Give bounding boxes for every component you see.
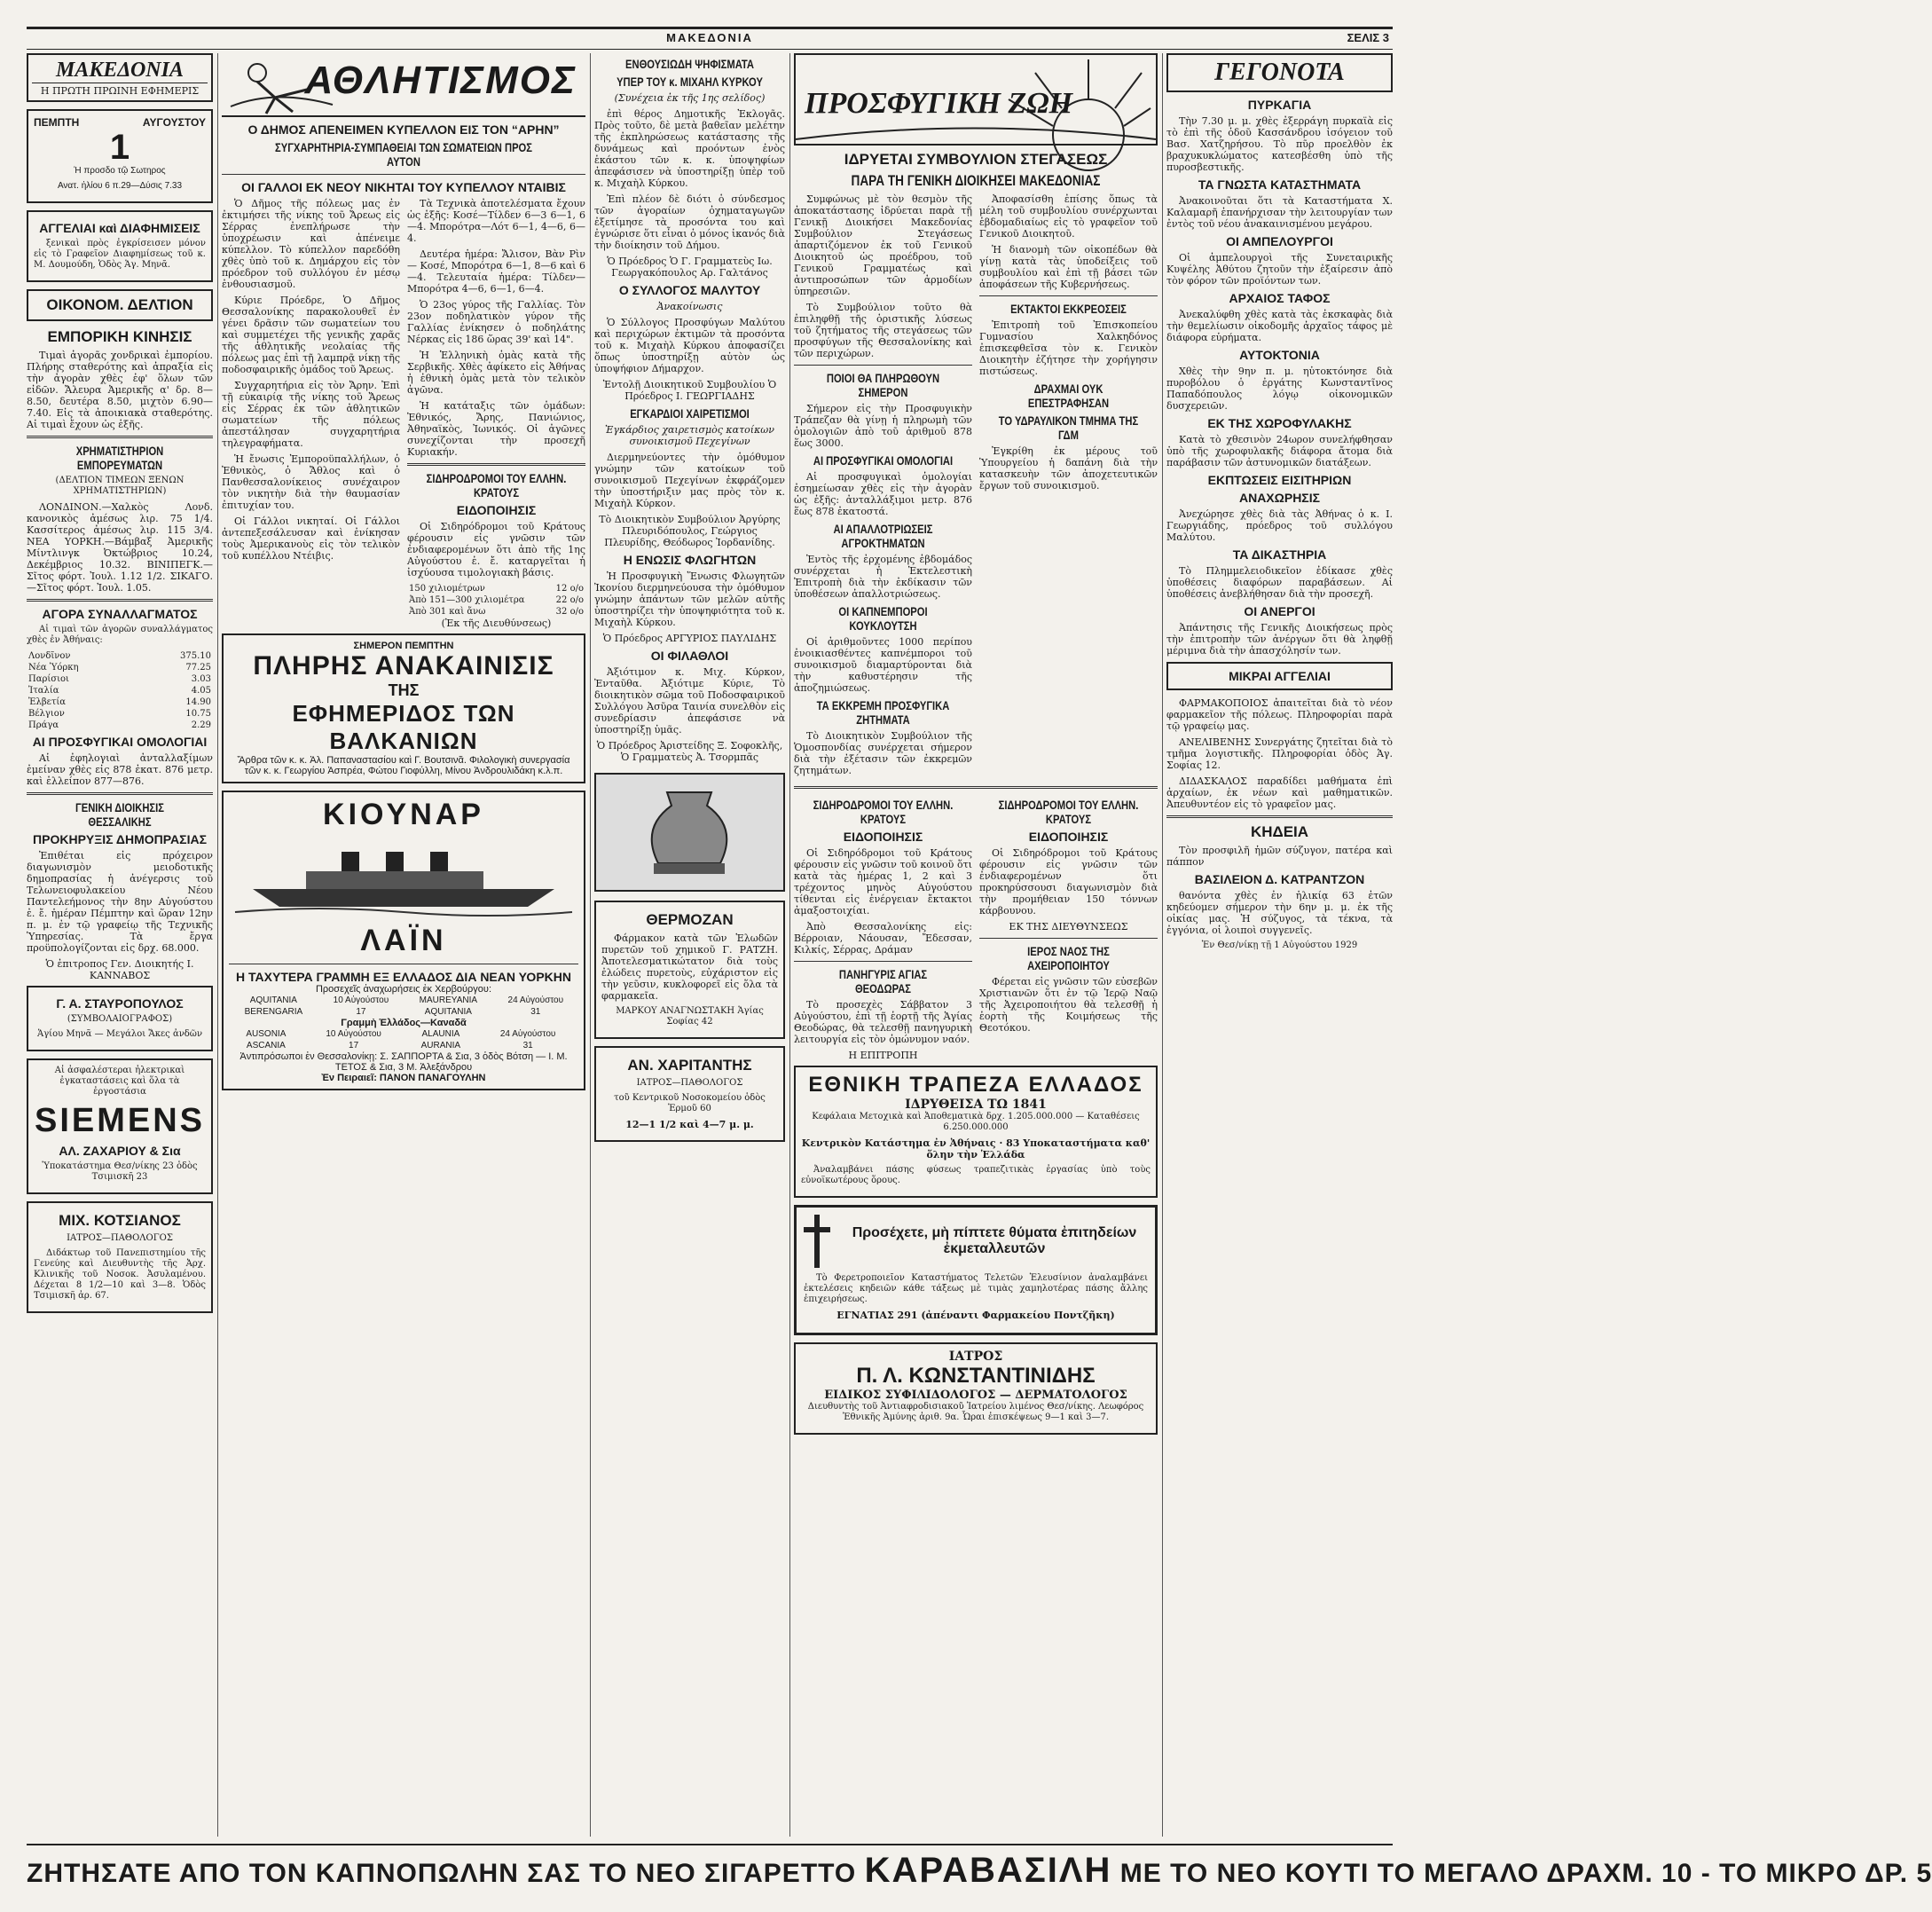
cross-icon	[804, 1215, 830, 1268]
column-3	[594, 53, 785, 1837]
siemens-agent: ΑΛ. ΖΑΧΑΡΙΟΥ & Σια	[59, 1144, 181, 1158]
rail-discount-table	[407, 583, 585, 618]
signature: Ὁ Πρόεδρος Ὁ Γ. Γραμματεὺς Ιω. Γεωργακόπουλος Αρ. Γαλτάνος	[607, 256, 773, 279]
signature: Ἐντολῇ Διοικητικοῦ Συμβουλίου Ὁ Πρόεδρος Ι. ΓΕΩΡΓΙΑΔΗΣ	[602, 379, 777, 402]
resolutions-subheadline: ΥΠΕΡ ΤΟΥ κ. ΜΙΧΑΗΛ ΚΥΡΚΟΥ	[617, 75, 763, 89]
bank-name: ΕΘΝΙΚΗ ΤΡΑΠΕΖΑ ΕΛΛΑΔΟΣ	[808, 1073, 1143, 1097]
article-paragraph: Δευτέρα ἡμέρα: Ἄλισον, Βὰν Ρὶν — Κοσέ, Μπορότρα 6—1, 8—6 καὶ 6—4. Τελευταία ἡμέρα: Τίλδεν—Μπορότρα 4—6, 6—1, 6—4.	[407, 248, 585, 295]
cunard-title-2: ΛΑΪΝ	[360, 924, 447, 957]
signature: Ὁ Πρόεδρος ΑΡΓΥΡΙΟΣ ΠΑΥΛΙΔΗΣ	[602, 633, 777, 644]
gov-title: ΓΕΝΙΚΗ ΔΙΟΙΚΗΣΙΣ ΘΕΣΣΑΛΙΚΗΣ	[75, 800, 164, 829]
article-paragraph: Ἐπιτροπὴ τοῦ Ἐπισκοπείου Γυμνασίου Χαλκηδόνος ἐπισκεφθεῖσα τὸν κ. Γενικὸν Διοικητὴν ἐζήτησε τὴν χορήγησιν πιστώσεως.	[979, 319, 1158, 377]
article-paragraph: Ἀνακοινοῦται ὅτι τὰ Καταστήματα Χ. Καλαμαρῆ ἐπανήρχισαν τὴν λειτουργίαν των ἐντὸς τοῦ νέου ἀνακαινισμένου μεγάρου.	[1166, 195, 1393, 230]
classified-item: ΔΙΔΑΣΚΑΛΟΣ παραδίδει μαθήματα ἐπὶ ἀρχαίων, ἐκ νέων καὶ μαθηματικῶν. Ἀπευθυντέον εἰς τὸ γραφεῖον μας.	[1166, 775, 1393, 810]
column-rule	[789, 53, 790, 1837]
rail-notice-text: Οἱ Σιδηρόδρομοι τοῦ Κράτους φέρουσιν εἰς γνῶσιν τῶν ἐνδιαφερομένων ὅτι ἀπὸ τῆς 1ης Αὐγούστου ἐ. ἔ. καταργεῖται ἡ ἰσχύουσα τιμολογιακὴ βάσις.	[407, 521, 585, 578]
ad-text: Ἄρθρα τῶν κ. κ. Ἀλ. Παπαναστασίου καὶ Γ. Βουτσινᾶ. Φιλολογικὴ συνεργασία τῶν κ. κ. Γεωργίου Ἀσπρέα, Φώτου Γιοφύλλη, Μίνου Ἀνδρουλιδάκη κ.λ.π.	[237, 755, 570, 776]
siemens-intro: Αἱ ἀσφαλέστεραι ἠλεκτρικαὶ ἐγκαταστάσεις καὶ ὅλα τὰ ἐργοστάσια	[54, 1066, 185, 1097]
section-title: ΑΥΤΟΚΤΟΝΙΑ	[1239, 348, 1320, 362]
table-row: AQUITANIA 10 Αὐγούστου MAUREYANIA 24 Αὐγούστου	[249, 995, 564, 1005]
article-paragraph: Σήμερον εἰς τὴν Προσφυγικὴν Τράπεζαν θὰ γίνῃ ἡ πληρωμὴ τῶν ὁμολογιῶν ἀπὸ τοῦ ἀριθμοῦ 878 ἕως 3000.	[794, 403, 972, 449]
funeral-notice-date: Ἐν Θεσ/νίκῃ τῇ 1 Αὐγούστου 1929	[1201, 940, 1358, 950]
article-paragraph: Ἀνεχώρησε χθὲς διὰ τὰς Ἀθήνας ὁ κ. Ι. Γεωργιάδης, πρόεδρος τοῦ συλλόγου Μαλύτου.	[1166, 508, 1393, 543]
feast-title: ΠΑΝΗΓΥΡΙΣ ΑΓΙΑΣ ΘΕΟΔΩΡΑΣ	[838, 967, 928, 995]
ocean-liner-icon	[235, 836, 572, 916]
rail-notice-signature: ΕΚ ΤΗΣ ΔΙΕΥΘΥΝΣΕΩΣ	[1009, 921, 1128, 932]
section-title: ΕΚΤΑΚΤΟΙ ΕΚΚΡΕΟΣΕΙΣ	[1010, 302, 1127, 316]
rail-notice-subtitle: ΕΙΔΟΠΟΙΗΣΙΣ	[843, 830, 923, 844]
article-paragraph: Κύριε Πρόεδρε, Ὁ Δῆμος Θεσσαλονίκης παρακολουθεῖ ἐν γένει δρᾶσιν τῶν σωματείων του καὶ συμμετέχει τῆς γενικῆς χαρᾶς τῆς ἀθλητικῆς νεολαίας τῆς πόλεως μας ἐπὶ τῇ λαμπρᾷ νίκῃ τῆς ποδοσφαιρικῆς ὁμάδος τοῦ Ἄρεως.	[222, 295, 400, 375]
section-subtitle: Ἐγκάρδιος χαιρετισμὸς κατοίκων συνοικισμοῦ Πεχεγίνων	[605, 424, 774, 447]
doctor-title: ΙΑΤΡΟΣ—ΠΑΘΟΛΟΓΟΣ	[636, 1078, 743, 1088]
cunard-subtitle: Η ΤΑΧΥΤΕΡΑ ΓΡΑΜΜΗ ΕΞ ΕΛΛΑΔΟΣ ΔΙΑ ΝΕΑΝ ΥΟΡΚΗΝ	[236, 970, 571, 984]
notary-title: (ΣΥΜΒΟΛΑΙΟΓΡΑΦΟΣ)	[67, 1014, 173, 1024]
cunard-piraeus: Ἐν Πειραιεῖ: ΠΑΝΟΝ ΠΑΝΑΓΟΥΛΗΝ	[321, 1073, 486, 1083]
rail-notice-signature: (Ἐκ τῆς Διευθύνσεως)	[441, 618, 552, 629]
column-4	[794, 53, 1158, 1837]
doctor-label: ΙΑΤΡΟΣ	[948, 1349, 1003, 1364]
rail-notice-text: Οἱ Σιδηρόδρομοι τοῦ Κράτους φέρουσιν εἰς γνῶσιν τοῦ κοινοῦ ὅτι κατὰ τὰς ἡμέρας 1, 2 καὶ 3 τρέχοντος μηνὸς Αὐγούστου τίθενται εἰς ἐνέργειαν ἔκτακτοι ἀμαξοστοιχίαι.	[794, 847, 972, 917]
classified-item: ΦΑΡΜΑΚΟΠΟΙΟΣ ἀπαιτεῖται διὰ τὸ νέον φαρμακεῖον τῆς πόλεως. Πληροφορίαι παρὰ τῷ γραφείῳ μας.	[1166, 697, 1393, 732]
table-row: Ἰταλία 4.05	[28, 686, 211, 696]
section-title: Ο ΣΥΛΛΟΓΟΣ ΜΑΛΥΤΟΥ	[618, 283, 761, 297]
column-2	[222, 53, 585, 1837]
notices-row	[794, 794, 1158, 1066]
cunard-departures: Προσεχεῖς ἀναχωρήσεις ἐκ Χερβούργου:	[315, 984, 491, 995]
ads-notice	[27, 210, 213, 282]
exchange-text: ΛΟΝΔΙΝΟΝ.—Χαλκὸς Λονδ. κανονικὸς ἀμέσως λιρ. 75 1/4. Κασσίτερος ἀμέσως λιρ. 115 3/4. ΝΕΑ ΥΟΡΚΗ.—Βάμβαξ Ἀμερικῆς Μίντλινγκ Ὀκτώβριος 10.24, Δεκέμβριος 10.32. ΒΙΝΙΠΕΓΚ.—Σῖτος φόρτ. Ἰουλ. 1.12 1/2. ΣΙΚΑΓΟ.—Σῖτος φόρτ. Ἰουλ. 1.05.	[27, 501, 213, 594]
article-paragraph: Τὴν 7.30 μ. μ. χθὲς ἐξερράγη πυρκαϊὰ εἰς τὸ ἐπὶ τῆς ὁδοῦ Κασσάνδρου ἰσόγειον τοῦ Βασ. Χατζηρήσου. Τὸ πῦρ προελθὸν ἐκ βραχυκυκλώματος κατεσβέσθη ὑπὸ τῆς πυροσβεστικῆς.	[1166, 115, 1393, 173]
rail-notice-title: ΣΙΔΗΡΟΔΡΟΜΟΙ ΤΟΥ ΕΛΛΗΝ. ΚΡΑΤΟΥΣ	[813, 798, 954, 826]
funeral-warning: Προσέχετε, μὴ πίπτετε θύματα ἐπιτηδείων ἐκμεταλλευτῶν	[852, 1225, 1137, 1256]
thermozan-ad	[594, 901, 785, 1039]
signature: Τὸ Διοικητικὸν Συμβούλιον Ἀργύρης Πλευριδόπουλος, Γεώργιος Πλευρίδης, Θεόδωρος Ἰορδανίδης.	[599, 514, 781, 548]
continuation-note: (Συνέχεια ἐκ τῆς 1ης σελίδος)	[614, 92, 766, 104]
section-title: ΟΙ ΑΝΕΡΓΟΙ	[1244, 604, 1315, 618]
cunard-line-ad	[222, 791, 585, 1090]
article-paragraph: Ἐπὶ πλέον δὲ διότι ὁ σύνδεσμος τῶν ἀγοραίων ὀχηματαγωγῶν ἐξετίμησε τὰ προσόντα του καὶ ἐγνώρισε ὅτι εἶναι ὁ μόνος ἱκανός διὰ τὴν διοίκησιν τοῦ Δήμου.	[594, 193, 785, 251]
ads-notice-text: ξενικαὶ πρὸς ἐγκρίσεισεν μόνον εἰς τὸ Γραφεῖον Διαφημίσεως τοῦ κ. Μ. Δουμούδη, Ὁδὸς Ἁγ. Μηνᾶ.	[34, 239, 206, 270]
article-paragraph: ἐπὶ θέρος Δημοτικῆς Ἐκλογᾶς. Πρὸς τοῦτο, δὲ μετὰ βαθεῖαν μελέτην τῆς ἐκπληρώσεως κατάστασης τῆς δυνάμεως καὶ προόντων ἐνὸς ἑκάστου τῶν κ. κ. ὑποψηφίων ἀπεφάσισεν νὰ ὑποστηρίξῃ ὑπὲρ τοῦ κ. Μιχαὴλ Κύρκου.	[594, 108, 785, 189]
resolutions-headline: ΕΝΘΟΥΣΙΩΔΗ ΨΗΦΙΣΜΑΤΑ	[625, 57, 754, 71]
rail-notice-title: ΣΙΔΗΡΟΔΡΟΜΟΙ ΤΟΥ ΕΛΛΗΝ. ΚΡΑΤΟΥΣ	[426, 471, 567, 500]
thermozan-agent: ΜΑΡΚΟΥ ΑΝΑΓΝΩΣΤΑΚΗ Ἁγίας Σοφίας 42	[616, 1006, 764, 1027]
date-box	[27, 109, 213, 203]
article-paragraph: Ὁ Δῆμος τῆς πόλεως μας ἐν ἐκτιμήσει τῆς νίκης τοῦ Ἄρεως εἰς Σέρρας ἐνεπλήρωσε τὴν ὑποχρέωσιν καὶ ἀπένειμε κύπελλον. Τὸ κύπελλον παρεδόθη χθὲς ὑπὸ τοῦ κ. Δημάρχου εἰς τὸν πρόεδρον τοῦ συλλόγου ἐν μέσῳ ἐνθουσιασμοῦ.	[222, 198, 400, 290]
section-title: Η ΕΝΩΣΙΣ ΦΛΩΓΗΤΩΝ	[623, 553, 757, 567]
article-paragraph: Τὸ Συμβούλιον τοῦτο θὰ ἐπιληφθῇ τῆς ὁριστικῆς λύσεως τοῦ ζητήματος τῆς στεγάσεως τῶν προσφύγων τῆς Θεσσαλονίκης καὶ τῶν περιχώρων.	[794, 302, 972, 359]
cunard-title-1: ΚΙΟΥΝΑΡ	[323, 798, 484, 831]
rail-notice-stations: Ἀπὸ Θεσσαλονίκης εἰς: Βέρροιαν, Νάουσαν, Ἔδεσσαν, Κιλκίς, Σέρρας, Δράμαν	[794, 921, 972, 956]
national-bank-ad	[794, 1066, 1158, 1198]
bank-text: Ἀναλαμβάνει πάσης φύσεως τραπεζιτικὰς ἐργασίας ὑπὸ τοὺς εὐνοϊκωτέρους ὅρους.	[801, 1165, 1151, 1185]
table-row: Ἐλβετία 14.90	[28, 697, 211, 707]
masthead-title: ΜΑΚΕΔΟΝΙΑ	[666, 31, 753, 44]
table-row: BERENGARIA 17 AQUITANIA 31	[244, 1007, 541, 1017]
funeral-text: Τὸ Φερετροποιεῖον Καταστήματος Τελετῶν Ἑλευσίνιον ἀναλαμβάνει ἐκτελέσεις κηδειῶν κάθε τάξεως μὲ τιμὰς χαμηλοτέρας πάσης ἄλλης ἐπιχειρήσεως.	[804, 1273, 1148, 1304]
table-row: 150 χιλιομέτρων 12 ο/ο	[409, 584, 584, 594]
table-row: AUSONIA 10 Αὐγούστου ALAUNIA 24 Αὐγούστου	[246, 1029, 556, 1039]
ads-notice-title: ΑΓΓΕΛΙΑΙ καὶ ΔΙΑΦΗΜΙΣΕΙΣ	[39, 221, 200, 235]
column-1	[27, 53, 213, 1837]
article-paragraph: Τὰ Τεχνικὰ ἀποτελέσματα ἔχουν ὡς ἑξῆς: Κοσέ—Τίλδεν 6—3 6—1, 6—4. Μπορότρα—Λότ 6—1, 4—6, 6—4.	[407, 198, 585, 244]
ad-title-2: ΤΗΣ	[388, 681, 420, 699]
column-rule	[1162, 53, 1163, 1837]
page-number: ΣΕΛΙΣ 3	[1347, 31, 1389, 44]
bank-established: ΙΔΡΥΘΕΙΣΑ ΤΩ 1841	[905, 1098, 1047, 1112]
funeral-address: ΕΓΝΑΤΙΑΣ 291 (ἀπέναντι Φαρμακείου Ποντζῆκη)	[836, 1310, 1115, 1321]
article-paragraph: Ἡ κατάταξις τῶν ὁμάδων: Ἐθνικός, Ἄρης, Πανιώνιος, Ἀθηναϊκὸς, Ἰωνικός. Οἱ ἀγῶνες συνεχίζονται τὴν προσεχῆ Κυριακήν.	[407, 400, 585, 458]
month-name: ΑΥΓΟΥΣΤΟΥ	[142, 116, 206, 129]
fx-table	[27, 650, 213, 731]
doctor-name: Π. Λ. ΚΩΝΣΤΑΝΤΙΝΙΔΗΣ	[856, 1364, 1096, 1388]
doctor-hours: 12—1 1/2 καὶ 4—7 μ. μ.	[625, 1119, 754, 1130]
masthead	[27, 27, 1393, 50]
section-title: ΠΟΙΟΙ ΘΑ ΠΛΗΡΩΘΟΥΝ ΣΗΜΕΡΟΝ	[826, 371, 940, 399]
table-row: ASCANIA 17 AURANIA 31	[246, 1041, 533, 1050]
section-title: ΑΙ ΑΠΑΛΛΟΤΡΙΩΣΕΙΣ ΑΓΡΟΚΤΗΜΑΤΩΝ	[833, 522, 933, 550]
siemens-address: Ὑποκατάστημα Θεσ/νίκης 23 ὁδὸς Τσιμισκῆ 23	[42, 1161, 198, 1182]
refugee-life-title: ΠΡΟΣΦΥΓΙΚΗ ΖΩΗ	[805, 87, 1073, 120]
ad-title-1: ΠΛΗΡΗΣ ΑΝΑΚΑΙΝΙΣΙΣ	[253, 651, 554, 681]
charitantis-ad	[594, 1046, 785, 1142]
section-title: ΠΥΡΚΑΓΙΑ	[1247, 98, 1312, 112]
section-title: ΤΑ ΓΝΩΣΤΑ ΚΑΤΑΣΤΗΜΑΤΑ	[1198, 177, 1362, 192]
article-paragraph: Ἡ ἔνωσις Ἐμποροϋπαλλήλων, ὁ Ἐθνικὸς, ὁ Ἄθλος καὶ ὁ Πανθεσσαλονίκειος συνέχαιρον τὸν νικητὴν διὰ τὴν θαυμασίαν ἐπιτυχίαν του.	[222, 453, 400, 511]
article-paragraph: Χθὲς τὴν 9ην π. μ. ηὐτοκτόνησε διὰ πυροβόλου ὁ ἐργάτης Κωνσταντῖνος Παπαδόπουλος λόγῳ οἰκονομικῶν δυσχερειῶν.	[1166, 366, 1393, 412]
cunard-schedule	[229, 995, 578, 1018]
section-title: ΑΝΑΧΩΡΗΣΙΣ	[1238, 491, 1321, 505]
article-paragraph: Συμφώνως μὲ τὸν θεσμὸν τῆς ἀποκατάστασης ἱδρύεται παρὰ τῇ Γενικῇ Διοικήσει Μακεδονίας Συμβούλιον Στεγάσεως ἀπαρτιζόμενον ἐκ τοῦ Γενικοῦ Διοικητοῦ ὡς προέδρου, τοῦ Γενικοῦ Γραμματέως καὶ ἀντιπροσώπων τῶν ἁρμοδίων ὑπηρεσιῶν.	[794, 193, 972, 297]
sports-header	[222, 53, 585, 117]
housing-subheadline: ΠΑΡΑ ΤΗ ΓΕΝΙΚΗ ΔΙΟΙΚΗΣΕΙ ΜΑΚΕΔΟΝΙΑΣ	[851, 172, 1101, 189]
article-paragraph: Κατὰ τὸ χθεσινὸν 24ωρον συνελήφθησαν ὑπὸ τῆς χωροφυλακῆς διάφορα ἄτομα διὰ παράβασιν τῶν ἀστυνομικῶν διατάξεων.	[1166, 434, 1393, 468]
ad-title-3: ΕΦΗΜΕΡΙΔΟΣ ΤΩΝ ΒΑΛΚΑΝΙΩΝ	[292, 700, 515, 754]
section-title: ΤΑ ΔΙΚΑΣΤΗΡΙΑ	[1232, 547, 1327, 562]
cigarette-ad	[27, 1844, 1932, 1895]
refugee-life-header	[794, 53, 1158, 146]
bank-branches: Κεντρικὸν Κατάστημα ἐν Ἀθήναις · 83 Υποκαταστήματα καθ' ὅλην τὴν Ἑλλάδα	[801, 1137, 1151, 1161]
table-row: Βέλγιον 10.75	[28, 709, 211, 719]
column-5	[1166, 53, 1393, 1837]
section-subtitle: Ἀνακοίνωσις	[656, 301, 723, 312]
article-paragraph: Ὁ 23ος γύρος τῆς Γαλλίας. Τὸν 23ον ποδηλατικὸν γύρον τῆς Γαλλίας ἐνίκησεν ὁ ποδηλάτης Νέρκας εἰς 186 ὥρας 39' καὶ 14".	[407, 299, 585, 345]
siemens-ad	[27, 1058, 213, 1194]
article-paragraph: Συγχαρητήρια εἰς τὸν Ἄρην. Ἐπὶ τῇ εὐκαιρίᾳ τῆς νίκης τοῦ Ἄρεως εἰς Σέρρας ἐκ τῶν ἀθλητικῶν σωματείων τῆς πόλεως ἀπεστάλησαν συγχαρητήρια τηλεγραφήματα.	[222, 380, 400, 449]
funeral-notice-title: ΚΗΔΕΙΑ	[1250, 823, 1309, 840]
doctor-ad	[27, 1201, 213, 1313]
deceased-name: ΒΑΣΙΛΕΙΟΝ Δ. ΚΑΤΡΑΝΤΖΟΝ	[1194, 872, 1365, 886]
section-title: ΤΟ ΥΔΡΑΥΛΙΚΟΝ ΤΜΗΜΑ ΤΗΣ ΓΔΜ	[998, 413, 1139, 442]
table-row: Παρίσιοι 3.03	[28, 674, 211, 684]
events-title: ΓΕΓΟΝΟΤΑ	[1166, 53, 1393, 92]
section-title: ΔΡΑΧΜΑΙ ΟΥΚ ΕΠΕΣΤΡΑΦΗΣΑΝ	[1027, 382, 1110, 410]
doctor-title: ΙΑΤΡΟΣ—ΠΑΘΟΛΟΓΟΣ	[67, 1233, 173, 1243]
sun-times: Ανατ. ἡλίου 6 π.29—Δύσις 7.33	[57, 181, 183, 191]
econ-bulletin-title: ΟΙΚΟΝΟΜ. ΔΕΛΤΙΟΝ	[46, 296, 193, 313]
fx-market-title: ΑΓΟΡΑ ΣΥΝΑΛΛΑΓΜΑΤΟΣ	[42, 607, 198, 621]
doctor-text: Διδάκτωρ τοῦ Πανεπιστημίου τῆς Γενεύης καὶ Διευθυντὴς τῆς Ἀρχ. Κλινικῆς τοῦ Νοσοκ. Ἀσυλαμένου. Δέχεται 8 1/2—10 καὶ 3—8. Ὁδὸς Τσιμισκῆ ἀρ. 67.	[34, 1248, 206, 1301]
sports-article	[222, 198, 585, 633]
section-title: ΟΙ ΦΙΛΑΘΛΟΙ	[650, 649, 729, 663]
article-paragraph: Ἀνεκαλύφθη χθὲς κατὰ τὰς ἐκσκαφὰς διὰ τὴν θεμελίωσιν οἰκοδομῆς ἀρχαῖος τάφος μὲ διάφορα εὑρήματα.	[1166, 309, 1393, 343]
notary-address: Ἁγίου Μηνᾶ — Μεγάλοι Ἄκες ἀνδῶν	[36, 1029, 203, 1039]
article-paragraph: Τὸ Πλημμελειοδικεῖον ἐδίκασε χθὲς ὑποθέσεις διαφόρων παραβάσεων. Αἱ ὑποθέσεις ἀνεβλήθησαν διὰ τὴν προσεχῆ.	[1166, 565, 1393, 600]
article-paragraph: Ἀπάντησις τῆς Γενικῆς Διοικήσεως πρὸς τὴν ἐπιτροπὴν τῶν ἀνέργων ὅτι θὰ ληφθῇ μέριμνα διὰ τὴν ἀπασχόλησίν των.	[1166, 622, 1393, 657]
trade-text: Τιμαὶ ἀγορᾶς χονδρικαὶ ἐμπορίου. Πλήρης σταθερότης καὶ ἀπραξία εἰς τὴν ἀγορὰν χθὲς ἐφ' ὅλων τῶν εἰδῶν. Ἄλευρα Ἀμερικῆς α' δρ. 8—8.50, δευτέρα 8.50, μιχτὸν 6.90—7.40. Εἰς τὰ ἀποικιακὰ σταθερότης. Αἱ τιμαὶ ἔχουν ὡς ἑξῆς.	[27, 350, 213, 430]
sports-headline-2: ΣΥΓΧΑΡΗΤΗΡΙΑ-ΣΥΜΠΑΘΕΙΑΙ ΤΩΝ ΣΩΜΑΤΕΙΩΝ ΠΡΟΣ ΑΥΤΟΝ	[275, 140, 532, 169]
article-paragraph: Ἀποφασίσθη ἐπίσης ὅπως τὰ μέλη τοῦ συμβουλίου συνέρχωνται ἑβδομαδιαίως εἰς τὸ γραφεῖον τοῦ Γενικοῦ Διοικητοῦ.	[979, 193, 1158, 240]
article-paragraph: Ἀξιότιμον κ. Μιχ. Κύρκον, Ἐνταῦθα. Ἀξιότιμε Κύριε, Τὸ διοικητικὸν σῶμα τοῦ Ποδοσφαιρικοῦ Συλλόγου Ἀσῦρα Ταινία συνελθὸν εἰς συνεδρίασιν ἀπεφάσισε νὰ ὑποστηρίξῃ ὑμᾶς.	[594, 666, 785, 736]
article-paragraph: Ἐντὸς τῆς ἐρχομένης ἑβδομάδος συνέρχεται ἡ Ἐκτελεστικὴ Ἐπιτροπὴ διὰ τὴν ἐκδίκασιν τῶν ὑποθέσεων ἀπαλλοτριώσεως.	[794, 554, 972, 600]
econ-bulletin-header	[27, 289, 213, 321]
vase-illustration-icon	[594, 773, 785, 892]
doctor-name: ΑΝ. ΧΑΡΙΤΑΝΤΗΣ	[627, 1057, 752, 1074]
section-title: ΕΓΚΑΡΔΙΟΙ ΧΑΙΡΕΤΙΣΜΟΙ	[630, 406, 750, 421]
section-title: ΤΑ ΕΚΚΡΕΜΗ ΠΡΟΣΦΥΓΙΚΑ ΖΗΤΗΜΑΤΑ	[816, 698, 950, 727]
table-row: Λονδῖνον 375.10	[28, 651, 211, 661]
funeral-home-ad	[794, 1205, 1158, 1335]
cigarette-ad-post: ΜΕ ΤΟ ΝΕΟ ΚΟΥΤΙ ΤΟ ΜΕΓΑΛΟ ΔΡΑΧΜ. 10 - ΤΟ ΜΙΚΡΟ ΔΡ. 5	[1119, 1859, 1932, 1888]
cunard-agents: Ἀντιπρόσωποι ἐν Θεσσαλονίκῃ: Σ. ΣΑΠΠΟΡΤΑ & Σια, 3 ὁδὸς Βότση — Ι. Μ. ΤΕΤΟΣ & Σια, 3 Μ. Ἀλεξάνδρου	[240, 1051, 568, 1073]
logo-subtitle: Η ΠΡΩΤΗ ΠΡΩΙΝΗ ΕΦΗΜΕΡΙΣ	[32, 83, 208, 97]
doctor-specialty: ΕΙΔΙΚΟΣ ΣΥΦΙΛΙΔΟΛΟΓΟΣ — ΔΕΡΜΑΤΟΛΟΓΟΣ	[824, 1389, 1127, 1402]
column-rule	[217, 53, 218, 1837]
article-paragraph: Οἱ ἀμπελουργοὶ τῆς Συνεταιρικῆς Κυψέλης Ἀθύτου ζητοῦν τὴν ἐξαίρεσιν ἀπὸ τὸν φόρον τῶν προϊόντων των.	[1166, 252, 1393, 287]
article-paragraph: Ἡ διανομὴ τῶν οἰκοπέδων θὰ γίνῃ κατὰ τὰς ὑποδείξεις τοῦ συμβουλίου καὶ ἐπὶ τῇ βάσει τῶν ἀποφάσεων τῆς Κυβερνήσεως.	[979, 244, 1158, 290]
church-text: Φέρεται εἰς γνῶσιν τῶν εὐσεβῶν Χριστιανῶν ὅτι ἐν τῷ Ἱερῷ Ναῷ τῆς Ἀχειροποιήτου θὰ τελεσθῇ ἡ ἑορτὴ τῆς Κοιμήσεως τῆς Θεοτόκου.	[979, 976, 1158, 1034]
fx-market-intro: Αἱ τιμαὶ τῶν ἀγορῶν συναλλάγματος χθὲς ἐν Ἀθήναις:	[27, 625, 213, 645]
sports-title: ΑΘΛΗΤΙΣΜΟΣ	[304, 59, 577, 102]
housing-article	[794, 193, 1158, 781]
article-paragraph: Οἱ ἀριθμοῦντες 1000 περίπου ἐνοικιασθέντες καπνέμποροι τοῦ συνοικισμοῦ διαμαρτύρονται διὰ τὴν καθυστέρησιν τῆς ἀποζημιώσεως.	[794, 636, 972, 694]
bonds-text: Αἱ ἐφηλογιαὶ ἀνταλλαξίμων ἐμείναν χθὲς εἰς 878 ἐκατ. 876 μετρ. καὶ ἑλλείπον 877—876.	[27, 752, 213, 787]
feast-text: Ἡ προσδο τῷ Σωτηρος	[74, 166, 166, 176]
table-row: Νέα Ὑόρκη 77.25	[28, 663, 211, 673]
doctor-name: ΜΙΧ. ΚΟΤΣΙΑΝΟΣ	[59, 1212, 181, 1229]
cigarette-ad-pre: ΖΗΤΗΣΑΤΕ ΑΠΟ ΤΟΝ ΚΑΠΝΟΠΩΛΗΝ ΣΑΣ ΤΟ ΝΕΟ ΣΙΓΑΡΕΤΤΟ	[27, 1859, 857, 1888]
feast-text: Τὸ προσεχὲς Σάββατον 3 Αὐγούστου, ἐπὶ τῇ ἑορτῇ τῆς Ἁγίας Θεοδώρας, θὰ τελεσθῇ πανηγυρικὴ λειτουργία εἰς τὸν ὁμώνυμον ναόν.	[794, 999, 972, 1045]
article-paragraph: Ἡ Προσφυγικὴ Ἕνωσις Φλωγητῶν Ἰκονίου διερμηνεύουσα τὴν ὁμόθυμον γνώμην ἁπάντων τῶν μελῶν αὐτῆς ὑποστηρίζει τὴν ὑποψηφιότητα τοῦ κ. Μιχαὴλ Κύρκου.	[594, 570, 785, 628]
doctor-address: τοῦ Κεντρικοῦ Νοσοκομείου ὁδὸς Ἑρμοῦ 60	[614, 1093, 766, 1113]
section-title: ΕΚ ΤΗΣ ΧΩΡΟΦΥΛΑΚΗΣ	[1207, 416, 1352, 430]
rail-notice-subtitle: ΕΙΔΟΠΟΙΗΣΙΣ	[456, 503, 537, 517]
bank-capital: Κεφάλαια Μετοχικὰ καὶ Ἀποθεματικὰ δρχ. 1.205.000.000 — Καταθέσεις 6.250.000.000	[812, 1112, 1140, 1132]
article-paragraph: Ἡ Ἑλληνικὴ ὁμὰς κατὰ τῆς Σερβικῆς. Χθὲς ἀφίκετο εἰς Ἀθήνας ἡ ἐθνικὴ ὁμὰς μετὰ τὸν τελικὸν ἀγῶνα.	[407, 350, 585, 396]
table-row: Ἀπὸ 301 καὶ ἄνω 32 ο/ο	[409, 607, 584, 617]
exchange-subtitle: (ΔΕΛΤΙΟΝ ΤΙΜΕΩΝ ΞΕΝΩΝ ΧΡΗΜΑΤΙΣΤΗΡΙΩΝ)	[55, 476, 185, 496]
cigarette-brand: ΚΑΡΑΒΑΣΙΛΗ	[864, 1851, 1112, 1890]
sports-headline-3: ΟΙ ΓΑΛΛΟΙ ΕΚ ΝΕΟΥ ΝΙΚΗΤΑΙ ΤΟΥ ΚΥΠΕΛΛΟΥ ΝΤΑΙΒΙΣ	[241, 180, 566, 194]
feast-signature: Η ΕΠΙΤΡΟΠΗ	[848, 1050, 918, 1061]
konstantinidis-ad	[794, 1342, 1158, 1435]
siemens-logo: SIEMENS	[34, 1102, 206, 1139]
classified-item: ΑΝΕΛΙΒΕΝΗΣ Συνεργάτης ζητεῖται διὰ τὸ τμῆμα λογιστικῆς. Πληροφορίαι ὁδὸς Ἁγ. Σοφίας 12.	[1166, 736, 1393, 771]
rail-notice-subtitle: ΕΙΔΟΠΟΙΗΣΙΣ	[1028, 830, 1109, 844]
signature: Ὁ Πρόεδρος Ἀριστείδης Ξ. Σοφοκλῆς, Ὁ Γραμματεὺς Ἀ. Τσορμπᾶς	[596, 740, 783, 763]
rail-notice-title: ΣΙΔΗΡΟΔΡΟΜΟΙ ΤΟΥ ΕΛΛΗΝ. ΚΡΑΤΟΥΣ	[998, 798, 1139, 826]
article-paragraph: Αἱ προσφυγικαὶ ὁμολογίαι ἐσημείωσαν χθὲς εἰς τὴν ἀγορὰν ὡς ἑξῆς: ἀνταλλάξιμοι μετρ. 876 ἕως 878 ἐκατοστά.	[794, 471, 972, 517]
notary-ad	[27, 986, 213, 1051]
section-title: ΟΙ ΚΑΠΝΕΜΠΟΡΟΙ ΚΟΥΚΛΟΥΤΣΗ	[838, 604, 928, 633]
doctor-text: Διευθυντὴς τοῦ Ἀντιαφροδισιακοῦ Ἰατρείου λιμένος Θεσ/νίκης. Λεωφόρος Ἐθνικῆς Ἀμύνης ἀριθ. 9α. Ὧραι ἐπισκέψεως 9—1 καὶ 3—7.	[807, 1402, 1144, 1422]
bonds-title: ΑΙ ΠΡΟΣΦΥΓΙΚΑΙ ΟΜΟΛΟΓΙΑΙ	[32, 735, 208, 749]
thermozan-title: ΘΕΡΜΟΖΑΝ	[646, 911, 734, 928]
ad-banner: ΣΗΜΕΡΟΝ ΠΕΜΠΤΗΝ	[353, 641, 454, 651]
article-paragraph: Ὁ Σύλλογος Προσφύγων Μαλύτου καὶ περιχώρων ἐκτιμῶν τὰ προσόντα τοῦ κ. Μιχαὴλ Κύρκου ἀποφασίζει ὅπως ὑποστηρίξῃ αὐτὸν ὡς ὑποψήφιον Δήμαρχον.	[594, 317, 785, 374]
exchange-title: ΧΡΗΜΑΤΙΣΤΗΡΙΟΝ ΕΜΠΟΡΕΥΜΑΤΩΝ	[75, 444, 164, 472]
table-row: Ἀπὸ 151—300 χιλιομέτρα 22 ο/ο	[409, 595, 584, 605]
day-name: ΠΕΜΠΤΗ	[34, 116, 80, 129]
makedonia-logo	[27, 53, 213, 102]
church-title: ΙΕΡΟΣ ΝΑΟΣ ΤΗΣ ΑΧΕΙΡΟΠΟΙΗΤΟΥ	[1027, 944, 1110, 972]
funeral-notice-intro: Τὸν προσφιλῆ ἡμῶν σύζυγον, πατέρα καὶ πάππον	[1166, 845, 1393, 868]
logo-name: ΜΑΚΕΔΟΝΙΑ	[56, 59, 184, 82]
cunard-schedule-canada	[229, 1028, 578, 1051]
sports-headline-1: Ο ΔΗΜΟΣ ΑΠΕΝΕΙΜΕΝ ΚΥΠΕΛΛΟΝ ΕΙΣ ΤΟΝ “ΑΡΗΝ”	[247, 122, 560, 137]
funeral-notice-text: θανόντα χθὲς ἐν ἡλικίᾳ 63 ἐτῶν κηδεύομεν σήμερον τὴν 6ην μ. μ. ἐκ τῆς οἰκίας μας. Ἡ σύζυγος, τὰ τέκνα, τὰ ἐγγόνια, οἱ λοιποὶ συγγενεῖς.	[1166, 890, 1393, 936]
section-title: ΑΡΧΑΙΟΣ ΤΑΦΟΣ	[1229, 291, 1331, 305]
date-number: 1	[109, 128, 130, 167]
cunard-canada-line: Γραμμὴ Ἑλλάδος—Καναδᾶ	[341, 1018, 467, 1028]
thermozan-text: Φάρμακον κατὰ τῶν Ἑλωδῶν πυρετῶν τοῦ χημικοῦ Γ. ΡΑΤΖΗ. Ἀποτελεσματικώτατον διὰ τοὺς ἐλώδεις πυρετοὺς, εὐχάριστον εἰς τὴν γεῦσιν, κυκλοφορεῖ εἰς ὅλα τὰ φαρμακεῖα.	[601, 932, 778, 1002]
notary-name: Γ. Α. ΣΤΑΥΡΟΠΟΥΛΟΣ	[56, 996, 184, 1011]
tender-signature: Ὁ ἐπιτροπος Γεν. Διοικητής Ι. ΚΑΝΝΑΒΟΣ	[45, 958, 194, 981]
rail-notice-text: Οἱ Σιδηρόδρομοι τοῦ Κράτους φέρουσιν εἰς γνῶσιν τῶν ἐνδιαφερομένων ὅτι προκηρύσσουσι διαγωνισμὸν διὰ τὴν προμήθειαν 150 τόννων κάρβουνου.	[979, 847, 1158, 917]
section-title: ΟΙ ΑΜΠΕΛΟΥΡΓΟΙ	[1226, 234, 1333, 248]
classifieds-title: ΜΙΚΡΑΙ ΑΓΓΕΛΙΑΙ	[1229, 669, 1331, 683]
section-title: ΕΚΠΤΩΣΕΙΣ ΕΙΣΙΤΗΡΙΩΝ	[1207, 473, 1352, 487]
article-paragraph: Ἐγκρίθη ἐκ μέρους τοῦ Ὑπουργείου ἡ δαπάνη διὰ τὴν κατασκευὴν τῶν ἀποχετευτικῶν ἔργων τοῦ συνοικισμοῦ.	[979, 445, 1158, 492]
trade-title: ΕΜΠΟΡΙΚΗ ΚΙΝΗΣΙΣ	[47, 328, 192, 345]
column-rule	[590, 53, 591, 1837]
classifieds-header	[1166, 662, 1393, 690]
table-row: Πράγα 2.29	[28, 720, 211, 730]
housing-headline: ΙΔΡΥΕΤΑΙ ΣΥΜΒΟΥΛΙΟΝ ΣΤΕΓΑΣΕΩΣ	[844, 151, 1108, 168]
tender-text: Ἐπιθέται εἰς πρόχειρον διαγωνισμὸν μειοδοτικῆς δημοπρασίας ἡ ἀνέγερσις τοῦ Τελωνειοφυλακείου Νέου Παντελεήμονος τὴν 8ην Αὐγούστου ἐ. ἔ. ἡμέραν Πέμπτην καὶ ὥραν 12ην π. μ. ἐν τῷ γραφείῳ τῆς Τεχνικῆς Ὑπηρεσίας. Τὰ ἔργα προϋπολογίζονται εἰς δρχ. 68.000.	[27, 850, 213, 954]
article-paragraph: Τὸ Διοικητικὸν Συμβούλιον τῆς Ὁμοσπονδίας συνέρχεται σήμερον διὰ τὴν ἐξέτασιν τῶν ἐκκρεμῶν ζητημάτων.	[794, 730, 972, 776]
article-paragraph: Οἱ Γάλλοι νικηταί. Οἱ Γάλλοι ἀντεπεξεσάλευσαν καὶ ἐνίκησαν τοὺς Ἀμερικανοὺς εἰς τὸν τελικὸν τοῦ κυπέλλου Ντέιβις.	[222, 515, 400, 562]
article-paragraph: Διερμηνεύοντες τὴν ὁμόθυμον γνώμην τῶν κατοίκων τοῦ συνοικισμοῦ Πεχεγίνων ἐκφράζομεν τὴν ὑποστήριξιν μας πρὸς τὸν κ. Μιχαὴλ Κύρκον.	[594, 452, 785, 509]
section-title: ΑΙ ΠΡΟΣΦΥΓΙΚΑΙ ΟΜΟΛΟΓΙΑΙ	[813, 453, 954, 468]
balkans-newspaper-ad	[222, 633, 585, 783]
tender-title: ΠΡΟΚΗΡΥΞΙΣ ΔΗΜΟΠΡΑΣΙΑΣ	[33, 832, 207, 846]
